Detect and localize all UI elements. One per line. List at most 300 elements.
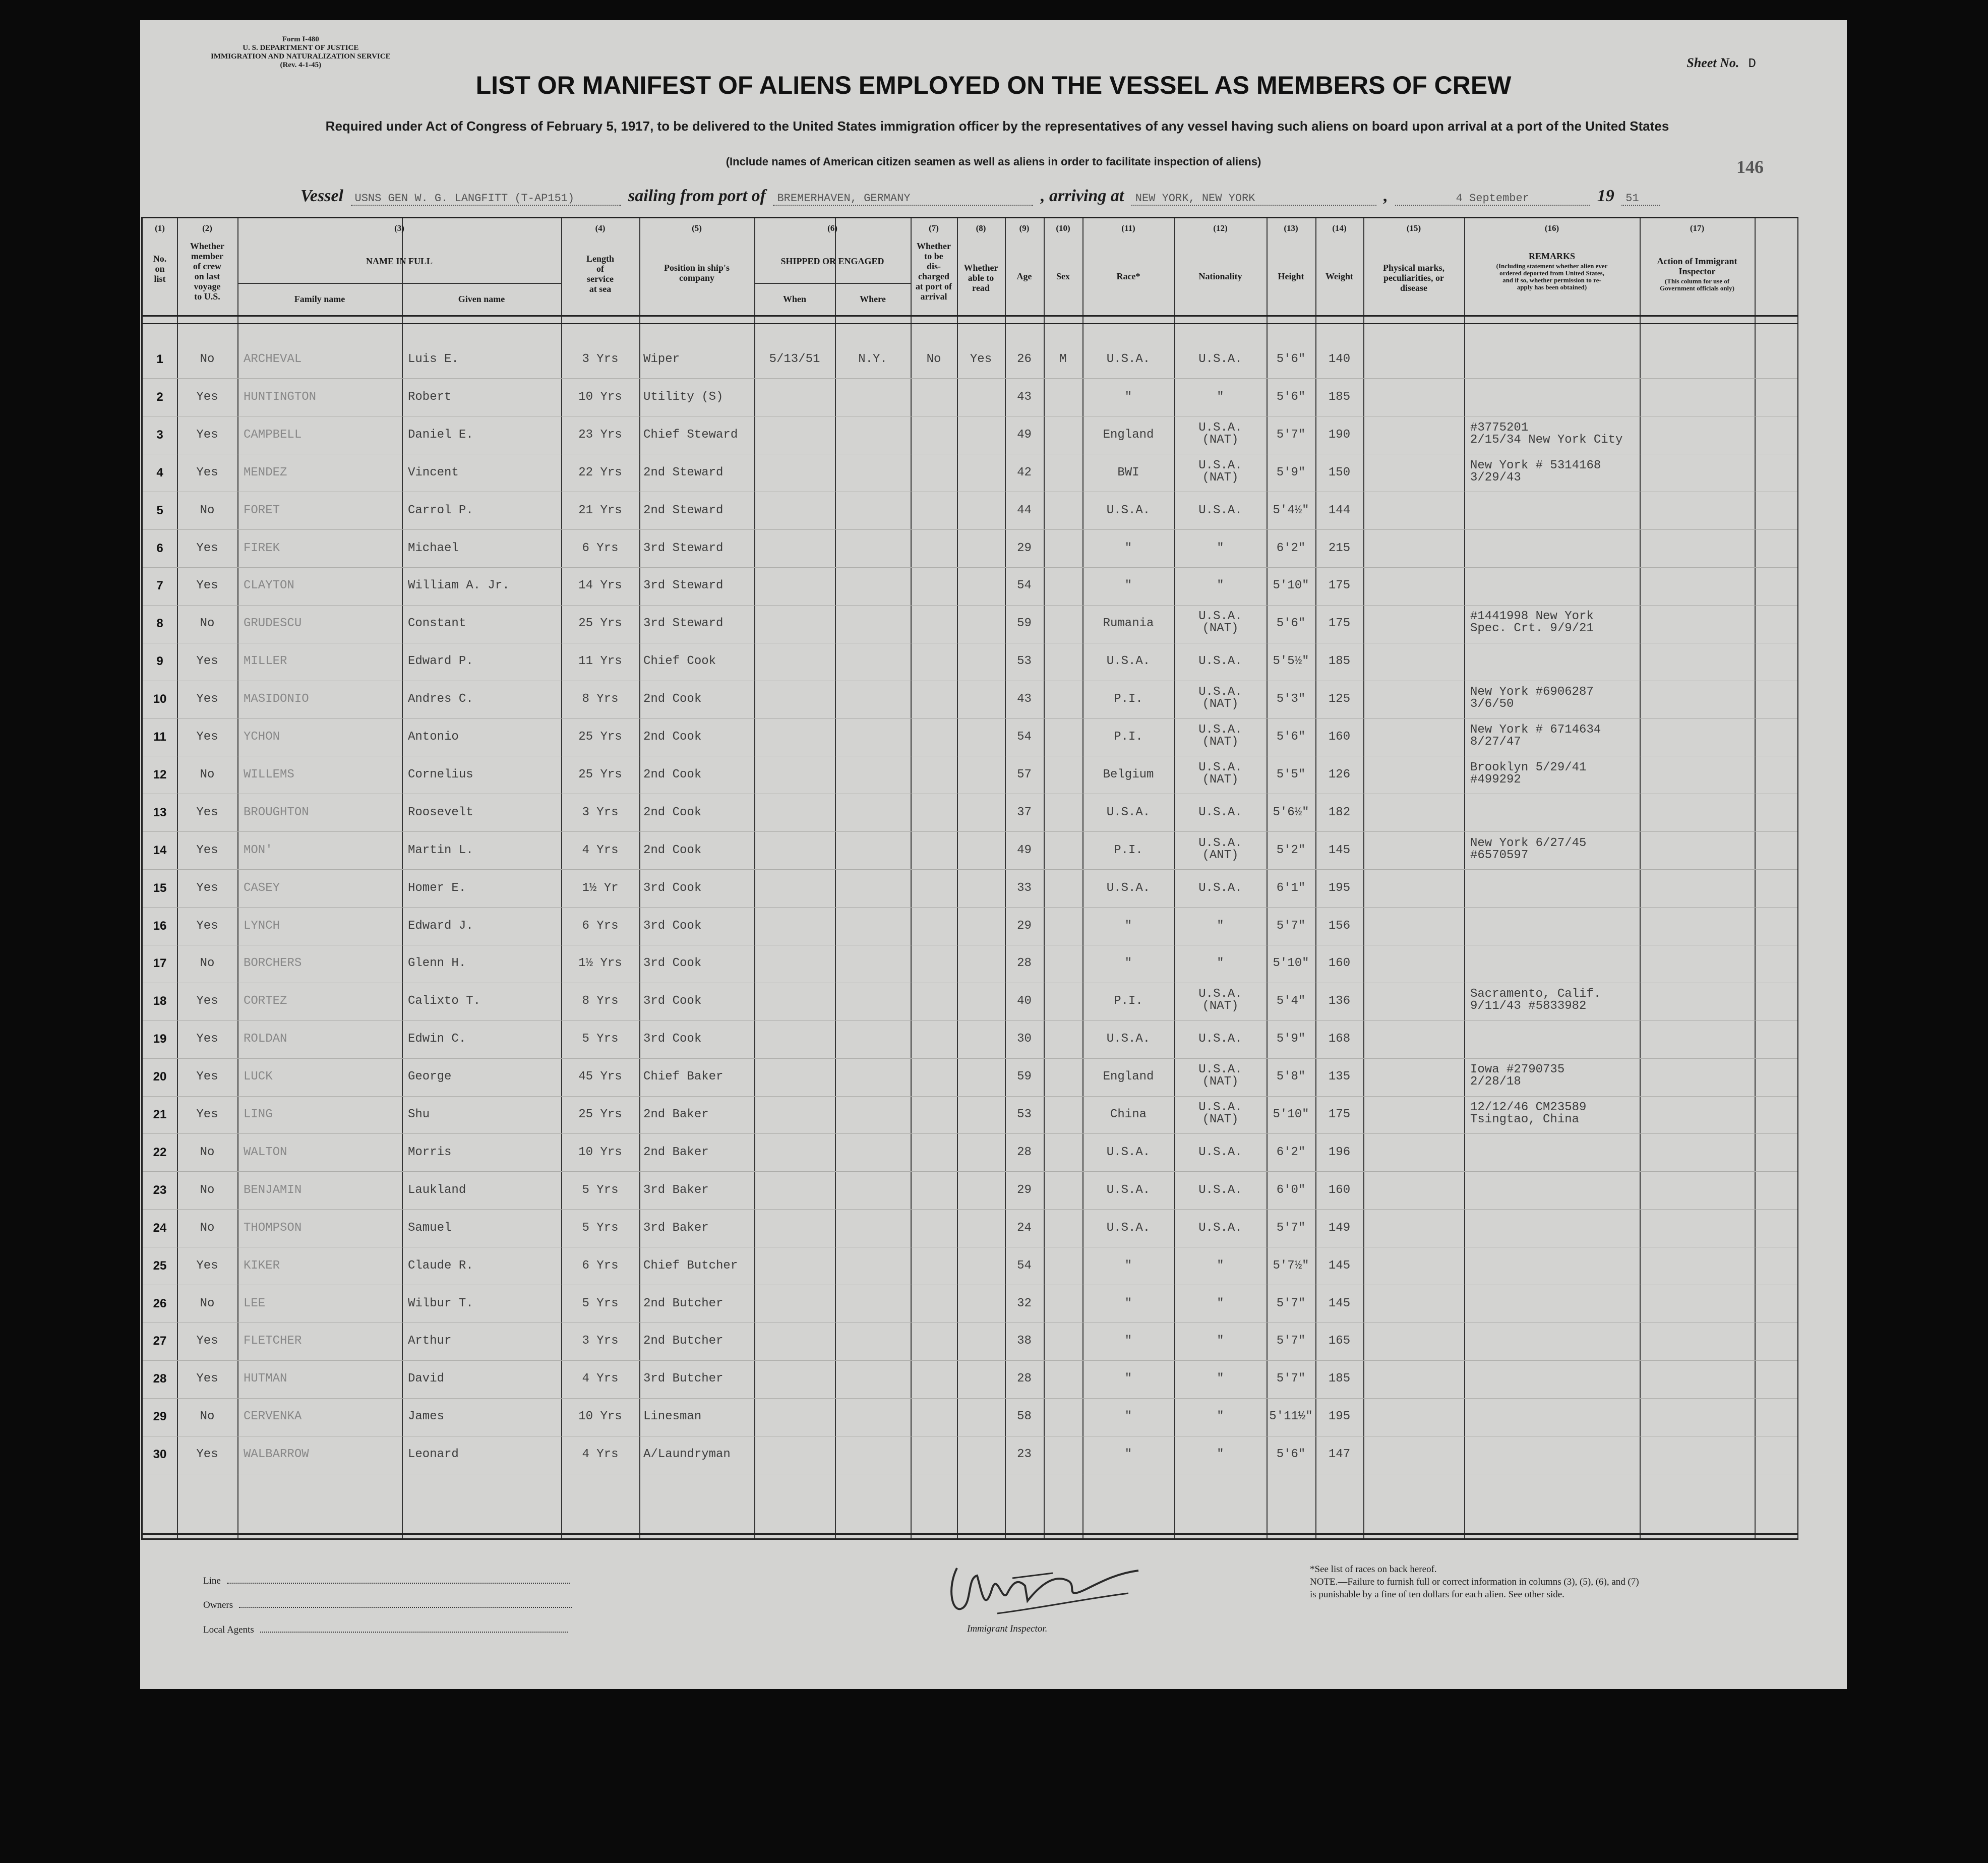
- row-number: 1: [156, 352, 163, 366]
- prior-voyage: No: [200, 1296, 215, 1310]
- family-name: LEE: [244, 1296, 266, 1310]
- sailing-label: sailing from port of: [628, 187, 766, 205]
- header-remarks: REMARKS: [1528, 251, 1575, 261]
- age: 30: [1017, 1032, 1032, 1046]
- race: BWI: [1117, 465, 1139, 479]
- age: 49: [1017, 428, 1032, 442]
- length-of-service: 11 Yrs: [578, 654, 622, 669]
- nationality: ": [1217, 390, 1224, 404]
- prior-voyage: Yes: [196, 1334, 218, 1348]
- header-height: Height: [1278, 271, 1304, 281]
- given-name: Glenn H.: [408, 956, 466, 971]
- height: 5'7": [1276, 1296, 1306, 1310]
- position: Chief Cook: [643, 654, 716, 669]
- position: Utility (S): [643, 390, 724, 404]
- nationality: U.S.A. (NAT): [1198, 760, 1242, 787]
- race: England: [1103, 428, 1154, 442]
- row-number: 11: [153, 730, 166, 744]
- family-name: THOMPSON: [244, 1221, 302, 1235]
- row-number: 22: [153, 1145, 167, 1159]
- weight: 168: [1328, 1032, 1351, 1046]
- weight: 147: [1328, 1448, 1351, 1462]
- height: 5'2": [1276, 843, 1306, 857]
- family-name: BROUGHTON: [244, 805, 309, 819]
- given-name: Vincent: [408, 465, 459, 479]
- family-name: CERVENKA: [244, 1410, 302, 1424]
- header-position: Position in ship's company: [664, 263, 730, 283]
- weight: 126: [1328, 767, 1351, 782]
- family-name: WALBARROW: [244, 1448, 309, 1462]
- family-name: MILLER: [244, 654, 287, 669]
- row-rule: [143, 1360, 1797, 1361]
- family-name: MENDEZ: [244, 465, 287, 479]
- age: 54: [1017, 1258, 1032, 1273]
- column-number: (8): [976, 223, 986, 233]
- weight: 185: [1328, 390, 1351, 404]
- family-name: YCHON: [244, 730, 280, 744]
- nationality: ": [1217, 1448, 1224, 1462]
- nationality: ": [1217, 1258, 1224, 1273]
- header-able-to-read: Whether able to read: [963, 263, 998, 293]
- header-remarks-note: (Including statement whether alien ever ordered deported from United States, and if so, whether permission to re- apply has been obtained): [1496, 262, 1608, 291]
- age: 40: [1017, 994, 1032, 1008]
- age: 59: [1017, 1070, 1032, 1084]
- length-of-service: 5 Yrs: [582, 1296, 619, 1310]
- local-agents-label: Local Agents: [203, 1625, 254, 1635]
- family-name: HUTMAN: [244, 1372, 287, 1386]
- column-number: (15): [1406, 223, 1421, 233]
- age: 28: [1017, 1372, 1032, 1386]
- weight: 136: [1328, 994, 1351, 1008]
- nationality: U.S.A.: [1198, 503, 1242, 517]
- given-name: Leonard: [408, 1448, 459, 1462]
- row-number: 9: [156, 654, 163, 669]
- row-rule: [143, 718, 1797, 719]
- header-nationality: Nationality: [1198, 271, 1242, 281]
- weight: 160: [1328, 956, 1351, 971]
- height: 5'6": [1276, 352, 1306, 366]
- prior-voyage: Yes: [196, 919, 218, 933]
- position: 3rd Steward: [643, 579, 724, 593]
- weight: 182: [1328, 805, 1351, 819]
- position: 3rd Steward: [643, 617, 724, 631]
- row-number: 7: [156, 579, 163, 593]
- header-physical-marks: Physical marks, peculiarities, or disease: [1382, 263, 1444, 293]
- age: 59: [1017, 617, 1032, 631]
- height: 6'0": [1276, 1183, 1306, 1197]
- column-number: (12): [1213, 223, 1228, 233]
- row-number: 14: [153, 843, 167, 857]
- family-name: WALTON: [244, 1145, 287, 1159]
- age: 43: [1017, 390, 1032, 404]
- family-name: CORTEZ: [244, 994, 287, 1008]
- prior-voyage: Yes: [196, 541, 218, 555]
- weight: 185: [1328, 1372, 1351, 1386]
- height: 5'9": [1276, 1032, 1306, 1046]
- age: 54: [1017, 730, 1032, 744]
- name-subheader-line: [237, 283, 561, 284]
- prior-voyage: No: [200, 617, 215, 631]
- height: 5'10": [1273, 579, 1309, 593]
- row-number: 13: [153, 805, 167, 819]
- length-of-service: 5 Yrs: [582, 1032, 619, 1046]
- race: U.S.A.: [1106, 1183, 1151, 1197]
- given-name: George: [408, 1070, 452, 1084]
- line-field: [203, 1576, 570, 1587]
- header-name-in-full: NAME IN FULL: [366, 256, 433, 266]
- prior-voyage: Yes: [196, 1372, 218, 1386]
- position: Chief Steward: [643, 428, 738, 442]
- height: 5'7": [1276, 1372, 1306, 1386]
- age: 58: [1017, 1410, 1032, 1424]
- given-name: Edwin C.: [408, 1032, 466, 1046]
- row-rule: [143, 529, 1797, 530]
- given-name: Homer E.: [408, 881, 466, 895]
- position: Chief Baker: [643, 1070, 724, 1084]
- race: ": [1124, 1448, 1132, 1462]
- weight: 145: [1328, 843, 1351, 857]
- length-of-service: 4 Yrs: [582, 1448, 619, 1462]
- age: 26: [1017, 352, 1032, 366]
- weight: 175: [1328, 617, 1351, 631]
- race: U.S.A.: [1106, 1032, 1151, 1046]
- header-inspector-note: (This column for use of Government officials only): [1659, 277, 1735, 292]
- weight: 195: [1328, 1410, 1351, 1424]
- header-length-of-service: Length of service at sea: [586, 254, 614, 294]
- row-rule: [143, 1398, 1797, 1399]
- given-name: Andres C.: [408, 692, 473, 706]
- age: 28: [1017, 1145, 1032, 1159]
- nationality: U.S.A.: [1198, 881, 1242, 895]
- given-name: Daniel E.: [408, 428, 473, 442]
- height: 5'7½": [1273, 1258, 1309, 1273]
- row-number: 16: [153, 919, 167, 933]
- height: 5'9": [1276, 465, 1306, 479]
- height: 5'6": [1276, 390, 1306, 404]
- length-of-service: 25 Yrs: [578, 730, 622, 744]
- height: 5'6": [1276, 1448, 1306, 1462]
- column-number: (7): [929, 223, 939, 233]
- given-name: Constant: [408, 617, 466, 631]
- length-of-service: 22 Yrs: [578, 465, 622, 479]
- local-agents-field: [203, 1625, 568, 1636]
- race: P.I.: [1114, 994, 1143, 1008]
- page-title: LIST OR MANIFEST OF ALIENS EMPLOYED ON THE VESSEL AS MEMBERS OF CREW: [475, 71, 1512, 99]
- height: 6'1": [1276, 881, 1306, 895]
- length-of-service: 6 Yrs: [582, 1258, 619, 1273]
- length-of-service: 4 Yrs: [582, 843, 619, 857]
- age: 43: [1017, 692, 1032, 706]
- able-to-read: Yes: [970, 352, 992, 366]
- remarks: Brooklyn 5/29/41 #499292: [1470, 760, 1587, 787]
- family-name: CLAYTON: [244, 579, 294, 593]
- column-number: (1): [155, 223, 165, 233]
- race: ": [1124, 541, 1132, 555]
- row-number: 29: [153, 1410, 167, 1424]
- arriving-label: arriving at: [1049, 187, 1124, 205]
- nationality: U.S.A. (NAT): [1198, 685, 1242, 711]
- race: P.I.: [1114, 843, 1143, 857]
- length-of-service: 23 Yrs: [578, 428, 622, 442]
- height: 5'10": [1273, 1108, 1309, 1121]
- given-name: Martin L.: [408, 843, 473, 857]
- weight: 135: [1328, 1070, 1351, 1084]
- position: 2nd Steward: [643, 503, 724, 517]
- family-name: FLETCHER: [244, 1334, 302, 1348]
- age: 38: [1017, 1334, 1032, 1348]
- row-number: 5: [156, 503, 163, 517]
- nationality: U.S.A.: [1198, 1221, 1242, 1235]
- row-number: 3: [156, 428, 163, 442]
- length-of-service: 8 Yrs: [582, 692, 619, 706]
- header-prior-voyage: Whether member of crew on last voyage to U.S.: [190, 241, 224, 302]
- race: ": [1124, 1410, 1132, 1424]
- nationality: ": [1217, 1410, 1224, 1424]
- age: 29: [1017, 541, 1032, 555]
- given-name: Edward P.: [408, 654, 473, 669]
- height: 5'11½": [1269, 1410, 1313, 1424]
- length-of-service: 4 Yrs: [582, 1372, 619, 1386]
- header-given-name: Given name: [458, 294, 505, 304]
- prior-voyage: Yes: [196, 1032, 218, 1046]
- nationality: U.S.A. (NAT): [1198, 458, 1242, 485]
- row-number: 25: [153, 1258, 167, 1273]
- sheet-value: D: [1748, 56, 1756, 71]
- race: U.S.A.: [1106, 1221, 1151, 1235]
- year-label: 19: [1597, 187, 1614, 205]
- nationality: U.S.A. (NAT): [1198, 1101, 1242, 1126]
- column-number: (9): [1019, 223, 1030, 233]
- race: ": [1124, 919, 1132, 933]
- length-of-service: 14 Yrs: [578, 579, 622, 593]
- length-of-service: 3 Yrs: [582, 1334, 619, 1348]
- race: Rumania: [1103, 617, 1154, 631]
- column-number: (2): [202, 223, 212, 233]
- height: 6'2": [1276, 1145, 1306, 1159]
- prior-voyage: Yes: [196, 843, 218, 857]
- position: Wiper: [643, 352, 680, 366]
- length-of-service: 10 Yrs: [578, 1410, 622, 1424]
- nationality: U.S.A.: [1198, 1183, 1242, 1197]
- position: 2nd Butcher: [643, 1334, 724, 1348]
- nationality: U.S.A.: [1198, 805, 1242, 819]
- remarks: #3775201 2/15/34 New York City: [1470, 420, 1623, 447]
- column-number: (6): [827, 223, 837, 233]
- row-rule: [143, 1058, 1797, 1059]
- immigrant-inspector-label: Immigrant Inspector.: [967, 1624, 1048, 1634]
- given-name: Roosevelt: [408, 805, 473, 819]
- position: 3rd Baker: [643, 1221, 709, 1235]
- length-of-service: 25 Yrs: [578, 617, 622, 631]
- vessel-label: Vessel: [300, 187, 343, 205]
- given-name: Edward J.: [408, 919, 473, 933]
- height: 5'10": [1273, 956, 1309, 971]
- family-name: WILLEMS: [244, 767, 294, 782]
- height: 5'5": [1276, 767, 1306, 782]
- position: 2nd Cook: [643, 843, 702, 857]
- row-rule: [143, 1133, 1797, 1134]
- header-discharged: Whether to be dis- charged at port of arrival: [916, 241, 952, 302]
- family-name: LUCK: [244, 1070, 273, 1084]
- given-name: Morris: [408, 1145, 452, 1159]
- length-of-service: 8 Yrs: [582, 994, 619, 1008]
- position: 3rd Cook: [643, 881, 702, 895]
- prior-voyage: No: [200, 767, 215, 782]
- height: 5'7": [1276, 428, 1306, 442]
- prior-voyage: No: [200, 1221, 215, 1235]
- prior-voyage: Yes: [196, 994, 218, 1008]
- prior-voyage: No: [200, 1145, 215, 1159]
- race: ": [1124, 390, 1132, 404]
- position: 3rd Cook: [643, 919, 702, 933]
- port-of-departure: BREMERHAVEN, GERMANY: [773, 192, 1033, 206]
- owners-label: Owners: [203, 1600, 233, 1610]
- length-of-service: 6 Yrs: [582, 919, 619, 933]
- row-number: 15: [153, 881, 167, 895]
- nationality: U.S.A. (NAT): [1198, 723, 1242, 749]
- race: U.S.A.: [1106, 805, 1151, 819]
- arrival-date: 4 September: [1395, 192, 1590, 206]
- prior-voyage: No: [200, 1183, 215, 1197]
- weight: 165: [1328, 1334, 1351, 1348]
- header-divider: [143, 315, 1797, 317]
- header-weight: Weight: [1325, 271, 1353, 281]
- weight: 156: [1328, 919, 1351, 933]
- weight: 145: [1328, 1296, 1351, 1310]
- column-number: (13): [1284, 223, 1298, 233]
- row-rule: [143, 907, 1797, 908]
- age: 49: [1017, 843, 1032, 857]
- row-number: 30: [153, 1448, 167, 1462]
- height: 5'4": [1276, 994, 1306, 1008]
- length-of-service: 5 Yrs: [582, 1221, 619, 1235]
- family-name: ARCHEVAL: [244, 352, 302, 366]
- row-number: 23: [153, 1183, 167, 1197]
- row-rule: [143, 1171, 1797, 1172]
- nationality: ": [1217, 1334, 1224, 1348]
- given-name: Wilbur T.: [408, 1296, 473, 1310]
- sex: M: [1059, 352, 1067, 366]
- weight: 175: [1328, 579, 1351, 593]
- remarks: New York # 6714634 8/27/47: [1470, 723, 1601, 749]
- position: 3rd Cook: [643, 1032, 702, 1046]
- prior-voyage: Yes: [196, 465, 218, 479]
- position: 2nd Cook: [643, 692, 702, 706]
- race: P.I.: [1114, 692, 1143, 706]
- given-name: Luis E.: [408, 352, 459, 366]
- nationality: ": [1217, 956, 1224, 971]
- race: ": [1124, 1334, 1132, 1348]
- row-number: 20: [153, 1070, 167, 1084]
- height: 6'2": [1276, 541, 1306, 555]
- height: 5'7": [1276, 1221, 1306, 1235]
- position: Linesman: [643, 1410, 702, 1424]
- nationality: ": [1217, 541, 1224, 555]
- family-name: BORCHERS: [244, 956, 302, 971]
- race: ": [1124, 956, 1132, 971]
- family-name: FIREK: [244, 541, 280, 555]
- age: 33: [1017, 881, 1032, 895]
- footer-note: *See list of races on back hereof. NOTE.—Failure to furnish full or correct information in columns (3), (5), (6), and (7) is punishable by a fine of ten dollars for each alien. See other side.: [1310, 1564, 1639, 1600]
- age: 37: [1017, 805, 1032, 819]
- position: 3rd Steward: [643, 541, 724, 555]
- vessel-name: USNS GEN W. G. LANGFITT (T-AP151): [351, 192, 621, 206]
- position: 2nd Cook: [643, 767, 702, 782]
- header-list-number: No. on list: [153, 254, 167, 284]
- weight: 215: [1328, 541, 1351, 555]
- age: 23: [1017, 1448, 1032, 1462]
- nationality: U.S.A.: [1198, 1145, 1242, 1159]
- height: 5'5½": [1273, 654, 1309, 669]
- length-of-service: 1½ Yr: [582, 881, 619, 895]
- nationality: ": [1217, 1296, 1224, 1310]
- manifest-page: [140, 20, 1847, 1689]
- sheet-number: [1686, 55, 1756, 71]
- nationality: U.S.A. (NAT): [1198, 610, 1242, 636]
- row-rule: [143, 605, 1797, 606]
- column-number: (10): [1056, 223, 1070, 233]
- family-name: CAMPBELL: [244, 428, 302, 442]
- row-number: 19: [153, 1032, 167, 1046]
- length-of-service: 10 Yrs: [578, 390, 622, 404]
- given-name: William A. Jr.: [408, 579, 510, 593]
- length-of-service: 21 Yrs: [578, 503, 622, 517]
- height: 5'8": [1276, 1070, 1306, 1084]
- prior-voyage: Yes: [196, 1070, 218, 1084]
- owners-field: [203, 1600, 572, 1611]
- given-name: James: [408, 1410, 445, 1424]
- age: 54: [1017, 579, 1032, 593]
- page-number: 146: [1736, 157, 1764, 177]
- prior-voyage: Yes: [196, 730, 218, 744]
- weight: 149: [1328, 1221, 1351, 1235]
- family-name: LYNCH: [244, 919, 280, 933]
- prior-voyage: Yes: [196, 654, 218, 669]
- row-rule: [143, 1209, 1797, 1210]
- age: 28: [1017, 956, 1032, 971]
- inspector-signature: [937, 1558, 1149, 1629]
- prior-voyage: Yes: [196, 1108, 218, 1121]
- shipped-when: 5/13/51: [769, 352, 820, 366]
- position: 2nd Steward: [643, 465, 724, 479]
- weight: 125: [1328, 692, 1351, 706]
- height: 5'7": [1276, 919, 1306, 933]
- row-rule: [143, 831, 1797, 832]
- position: 2nd Cook: [643, 730, 702, 744]
- family-name: MON': [244, 843, 273, 857]
- age: 24: [1017, 1221, 1032, 1235]
- race: U.S.A.: [1106, 881, 1151, 895]
- family-name: LING: [244, 1108, 273, 1121]
- shipped-subheader-line: [754, 283, 911, 284]
- length-of-service: 10 Yrs: [578, 1145, 622, 1159]
- age: 53: [1017, 654, 1032, 669]
- age: 57: [1017, 767, 1032, 782]
- family-name: FORET: [244, 503, 280, 517]
- race: China: [1110, 1108, 1147, 1121]
- sheet-label: Sheet No.: [1686, 55, 1739, 70]
- family-name: ROLDAN: [244, 1032, 287, 1046]
- age: 29: [1017, 919, 1032, 933]
- given-name: Samuel: [408, 1221, 452, 1235]
- nationality: U.S.A.: [1198, 654, 1242, 669]
- height: 5'3": [1276, 692, 1306, 706]
- length-of-service: 3 Yrs: [582, 352, 619, 366]
- length-of-service: 5 Yrs: [582, 1183, 619, 1197]
- row-number: 6: [156, 541, 163, 555]
- race: U.S.A.: [1106, 352, 1151, 366]
- given-name: Robert: [408, 390, 452, 404]
